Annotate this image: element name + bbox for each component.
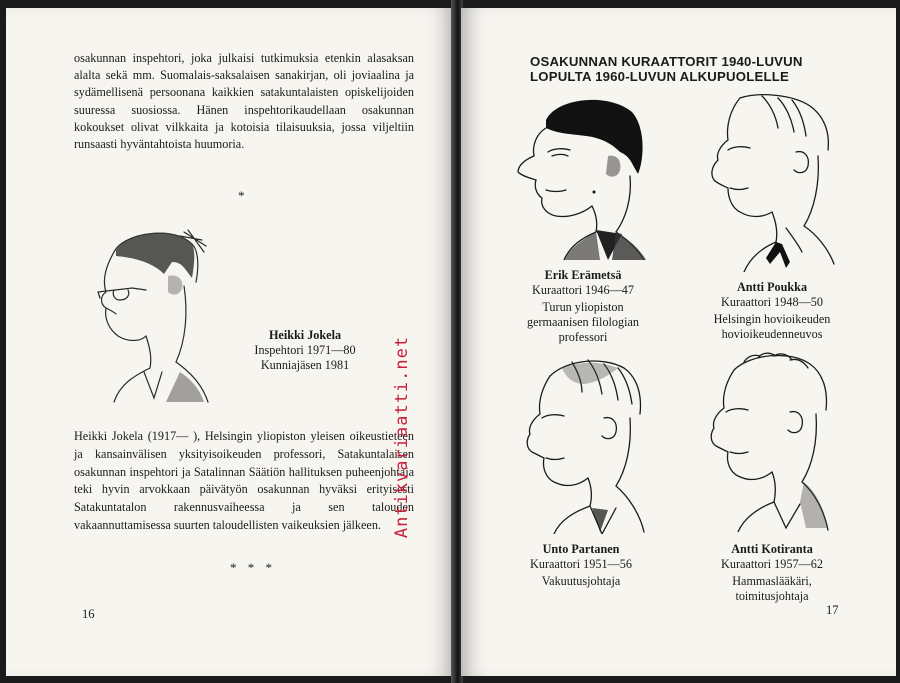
antti-poukka-portrait — [700, 92, 838, 272]
end-marks: * * * — [230, 560, 276, 575]
heikki-jokela-caption — [240, 328, 370, 373]
portrait-desc-line: professori — [558, 330, 608, 344]
portrait-desc-line: Vakuutusjohtaja — [541, 574, 621, 588]
portrait-role: Kuraattori 1957—62 — [721, 557, 823, 571]
portrait-name: Heikki Jokela — [268, 328, 342, 342]
portrait-role: Kuraattori 1946—47 — [532, 283, 634, 297]
page-number-left: 16 — [82, 607, 95, 621]
section-separator: * — [238, 188, 245, 203]
page-heading — [530, 54, 850, 84]
portrait-role: Kuraattori 1951—56 — [530, 557, 632, 571]
portrait-note: Kunniajäsen 1981 — [260, 358, 350, 372]
portrait-name: Antti Kotiranta — [731, 542, 813, 556]
heading-line-1: OSAKUNNAN KURAATTORIT 1940-LUVUN — [530, 54, 803, 69]
body-paragraph: Heikki Jokela (1917— ), Helsingin yliopiston yleisen oikeustieteen ja kansainvälisen yksityisoikeuden professori, Satakuntalaisen osakunnan inspehtori ja Satalinnan Säätiön hallituksen puheenjohtaja teki hyvin arvokkaan päivätyön osakunnan hyväksi erityisesti Satakuntatalon rakennusvaiheessa ja sen talouden vakaannuttamisessa suurten taloudellisten vaikeuksien jälkeen. — [74, 429, 414, 532]
antti-kotiranta-portrait — [706, 352, 832, 532]
portrait-desc-line: Helsingin hovioikeuden — [713, 312, 831, 326]
heikki-jokela-portrait — [84, 222, 214, 404]
portrait-name: Erik Erämetsä — [544, 268, 622, 282]
antti-poukka-caption — [702, 280, 842, 342]
portrait-name: Antti Poukka — [736, 280, 808, 294]
portrait-desc-line: hovioikeudenneuvos — [721, 327, 823, 341]
portrait-role: Inspehtori 1971—80 — [254, 343, 356, 357]
portrait-desc-line: Hammaslääkäri, — [732, 574, 812, 588]
portrait-desc-line: germaanisen filologian — [526, 315, 640, 329]
heading-line-2: LOPULTA 1960-LUVUN ALKUPUOLELLE — [530, 69, 789, 84]
portrait-name: Unto Partanen — [542, 542, 620, 556]
erik-erametsa-caption — [518, 268, 648, 345]
page-number-right: 17 — [826, 603, 839, 617]
intro-paragraph: osakunnan inspehtori, joka julkaisi tutkimuksia etenkin alasaksan alalta sekä mm. Suomalais-saksalaisen sanakirjan, oli joviaalina ja sydämellisenä persoonana kaikkien satakuntalaisten opiskelijoiden suuressa suosiossa. Hänen inspehtorikaudellaan osakunnan kokoukset olivat vilkkaita ja kotoisia tilaisuuksia, jossa viljeltiin runsaasti hyväntahtoista huumoria. — [74, 51, 414, 152]
erik-erametsa-portrait — [512, 94, 648, 260]
watermark-text: Antikvariaatti.net — [392, 335, 412, 539]
portrait-desc-line: toimitusjohtaja — [735, 589, 809, 603]
watermark — [372, 262, 432, 612]
antti-kotiranta-caption — [702, 542, 842, 604]
portrait-desc-line: Turun yliopiston — [542, 300, 624, 314]
unto-partanen-portrait — [518, 356, 646, 534]
unto-partanen-caption — [516, 542, 646, 589]
portrait-role: Kuraattori 1948—50 — [721, 295, 823, 309]
